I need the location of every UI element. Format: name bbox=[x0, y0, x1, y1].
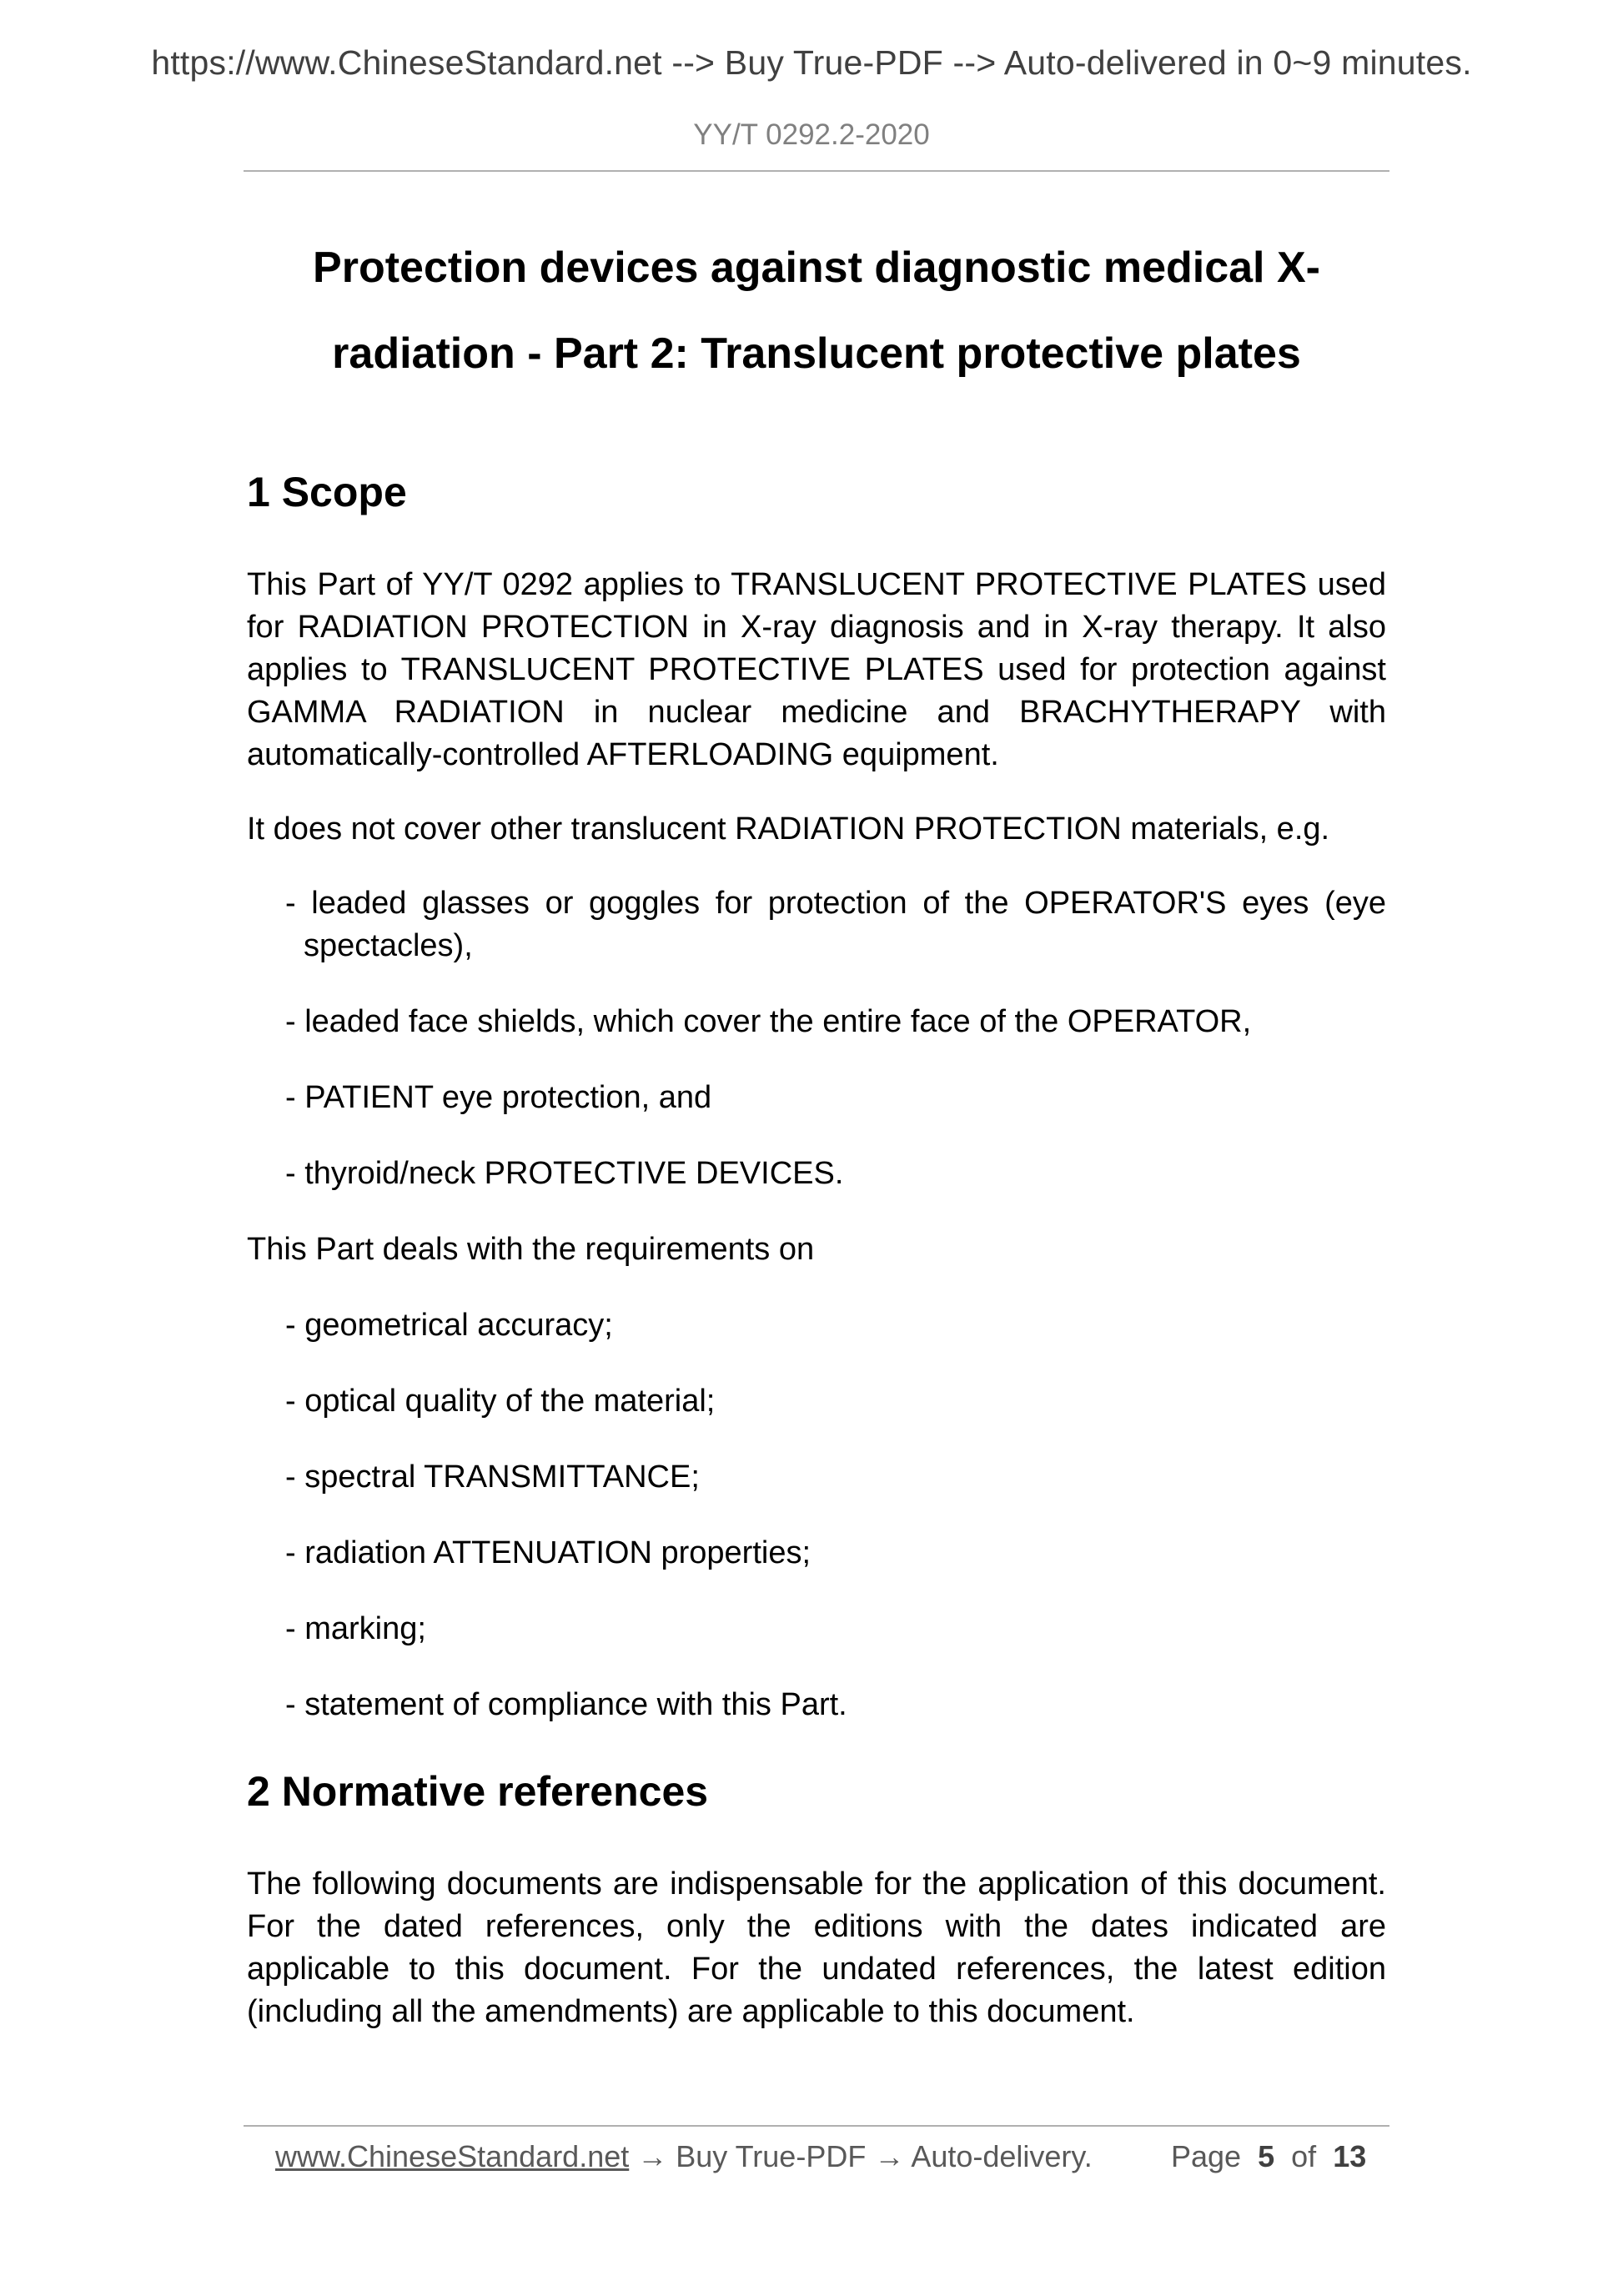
header-divider bbox=[244, 170, 1389, 172]
list-item: - thyroid/neck PROTECTIVE DEVICES. bbox=[285, 1156, 844, 1191]
top-banner: https://www.ChineseStandard.net --> Buy True-PDF --> Auto-delivered in 0~9 minutes. bbox=[151, 43, 1472, 82]
scope-paragraph-1: This Part of YY/T 0292 applies to TRANSLUCENT PROTECTIVE PLATES used for RADIATION PROTECTION in X-ray diagnosis and in X-ray therapy. It also applies to TRANSLUCENT PROTECTIVE PLATES used for protection against GAMMA RADIATION in nuclear medicine and BRACHYTHERAPY with automatically-controlled AFTERLOADING equipment. bbox=[247, 567, 1386, 772]
list-item: - leaded face shields, which cover the entire face of the OPERATOR, bbox=[285, 1004, 1252, 1039]
page-footer bbox=[275, 2139, 1367, 2174]
list-item: - statement of compliance with this Part. bbox=[285, 1687, 847, 1722]
of-label: of bbox=[1291, 2139, 1317, 2173]
page-label: Page bbox=[1171, 2139, 1242, 2173]
list-item: - optical quality of the material; bbox=[285, 1384, 716, 1419]
list-item: - radiation ATTENUATION properties; bbox=[285, 1535, 812, 1570]
list-item: - PATIENT eye protection, and bbox=[285, 1080, 712, 1115]
scope-paragraph-3: This Part deals with the requirements on bbox=[247, 1232, 815, 1267]
page-content bbox=[247, 467, 1386, 2033]
list-item: - marking; bbox=[285, 1611, 426, 1646]
footer-tagline: → Buy True-PDF → Auto-delivery. bbox=[629, 2139, 1093, 2173]
document-title bbox=[244, 225, 1389, 397]
list-item: - leaded glasses or goggles for protection of the OPERATOR'S eyes (eye spectacles), bbox=[285, 886, 1386, 963]
current-page-number: 5 bbox=[1258, 2139, 1275, 2173]
title-line-1: Protection devices against diagnostic medical X- bbox=[313, 244, 1320, 292]
title-line-2: radiation - Part 2: Translucent protective plates bbox=[332, 329, 1301, 378]
document-code: YY/T 0292.2-2020 bbox=[693, 118, 930, 151]
page-indicator bbox=[1171, 2139, 1366, 2174]
scope-paragraph-2: It does not cover other translucent RADIATION PROTECTION materials, e.g. bbox=[247, 811, 1330, 847]
requirements-list bbox=[247, 1304, 1386, 1726]
total-page-count: 13 bbox=[1333, 2139, 1367, 2173]
list-item: - geometrical accuracy; bbox=[285, 1308, 613, 1343]
section-2-heading: 2 Normative references bbox=[247, 1768, 709, 1815]
exclusions-list bbox=[247, 882, 1386, 1195]
footer-divider bbox=[244, 2125, 1389, 2127]
footer-site-link[interactable]: www.ChineseStandard.net bbox=[275, 2139, 630, 2173]
section-1-heading: 1 Scope bbox=[247, 469, 407, 515]
list-item: - spectral TRANSMITTANCE; bbox=[285, 1459, 700, 1495]
normative-references-paragraph: The following documents are indispensable for the application of this document. For the dated references, only the editions with the dates indicated are applicable to this document. For the undated references, the latest edition (including all the amendments) are applicable to this document. bbox=[247, 1866, 1386, 2029]
